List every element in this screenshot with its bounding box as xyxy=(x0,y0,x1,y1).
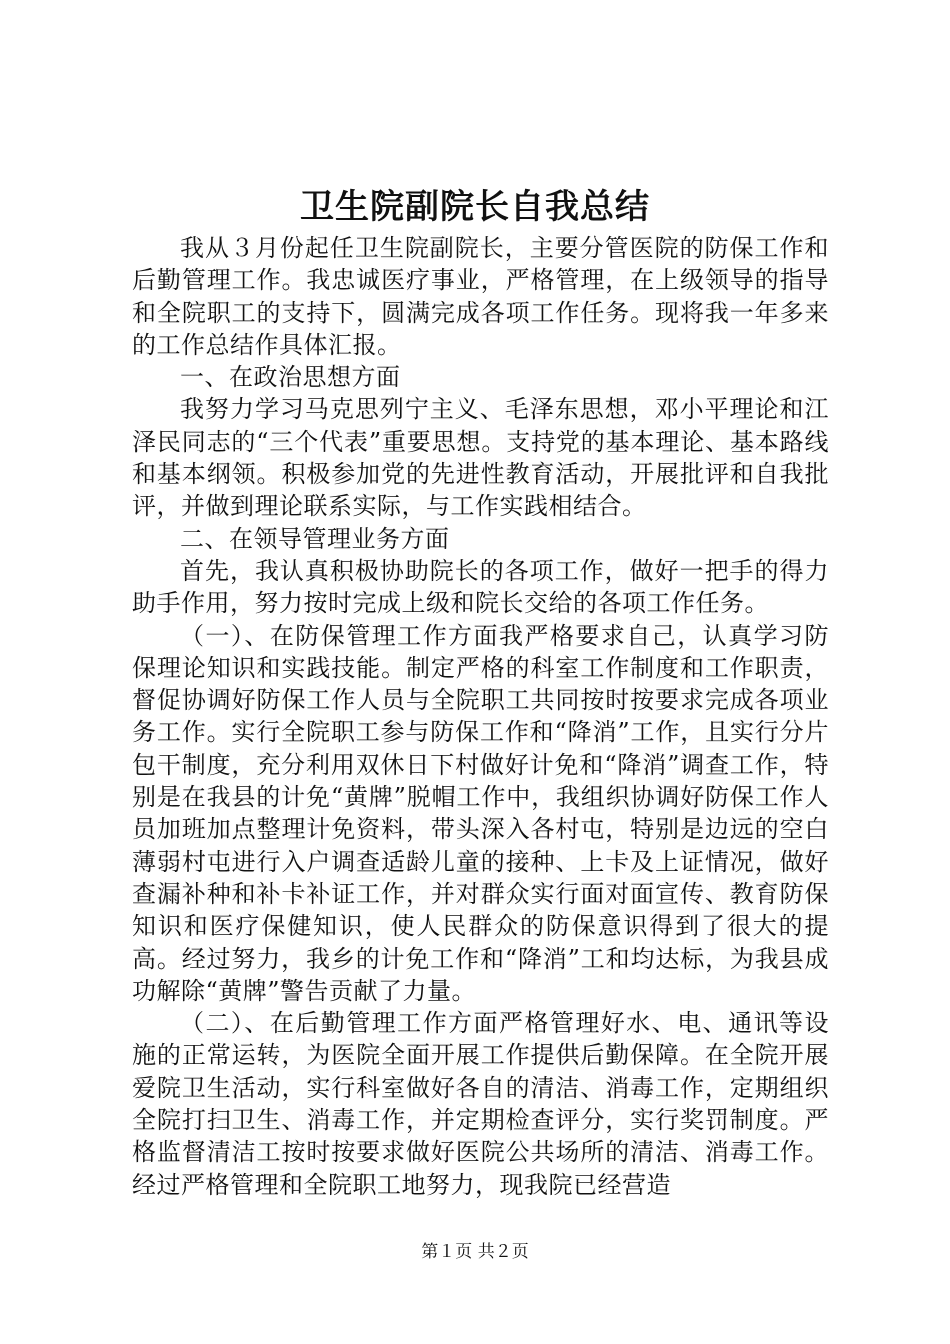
paragraph-management: 首先，我认真积极协助院长的各项工作，做好一把手的得力助手作用，努力按时完成上级和院长交给的各项工作任务。 xyxy=(132,556,829,618)
paragraph-logistics: （二）、在后勤管理工作方面严格管理好水、电、通讯等设施的正常运转，为医院全面开展工作提供后勤保障。在全院开展爱院卫生活动，实行科室做好各自的清洁、消毒工作，定期组织全院打扫卫生、消毒工作，并定期检查评分，实行奖罚制度。严格监督清洁工按时按要求做好医院公共场所的清洁、消毒工作。经过严格管理和全院职工地努力，现我院已经营造 xyxy=(132,1009,829,1199)
section-heading-political: 一、在政治思想方面 xyxy=(180,363,401,392)
paragraph-epidemic-prevention: （一）、在防保管理工作方面我严格要求自己，认真学习防保理论知识和实践技能。制定严格的科室工作制度和工作职责，督促协调好防保工作人员与全院职工共同按时按要求完成各项业务工作。实行全院职工参与防保工作和“降消”工作，且实行分片包干制度，充分利用双休日下村做好计免和“降消”调查工作，特别是在我县的计免“黄牌”脱帽工作中，我组织协调好防保工作人员加班加点整理计免资料，带头深入各村屯，特别是边远的空白薄弱村屯进行入户调查适龄儿童的接种、上卡及上证情况，做好查漏补种和补卡补证工作，并对群众实行面对面宣传、教育防保知识和医疗保健知识，使人民群众的防保意识得到了很大的提高。经过努力，我乡的计免工作和“降消”工和均达标，为我县成功解除“黄牌”警告贡献了力量。 xyxy=(132,621,829,1005)
page-number-footer: 第１页 共２页 xyxy=(421,1242,529,1262)
section-heading-management: 二、在领导管理业务方面 xyxy=(180,524,450,553)
document-body xyxy=(132,232,829,1201)
document-title: 卫生院副院长自我总结 xyxy=(300,187,650,227)
paragraph-intro: 我从３月份起任卫生院副院长，主要分管医院的防保工作和后勤管理工作。我忠诚医疗事业，严格管理，在上级领导的指导和全院职工的支持下，圆满完成各项工作任务。现将我一年多来的工作总结作具体汇报。 xyxy=(132,234,829,359)
paragraph-political: 我努力学习马克思列宁主义、毛泽东思想，邓小平理论和江泽民同志的“三个代表”重要思想。支持党的基本理论、基本路线和基本纲领。积极参加党的先进性教育活动，开展批评和自我批评，并做到理论联系实际，与工作实践相结合。 xyxy=(132,395,829,521)
